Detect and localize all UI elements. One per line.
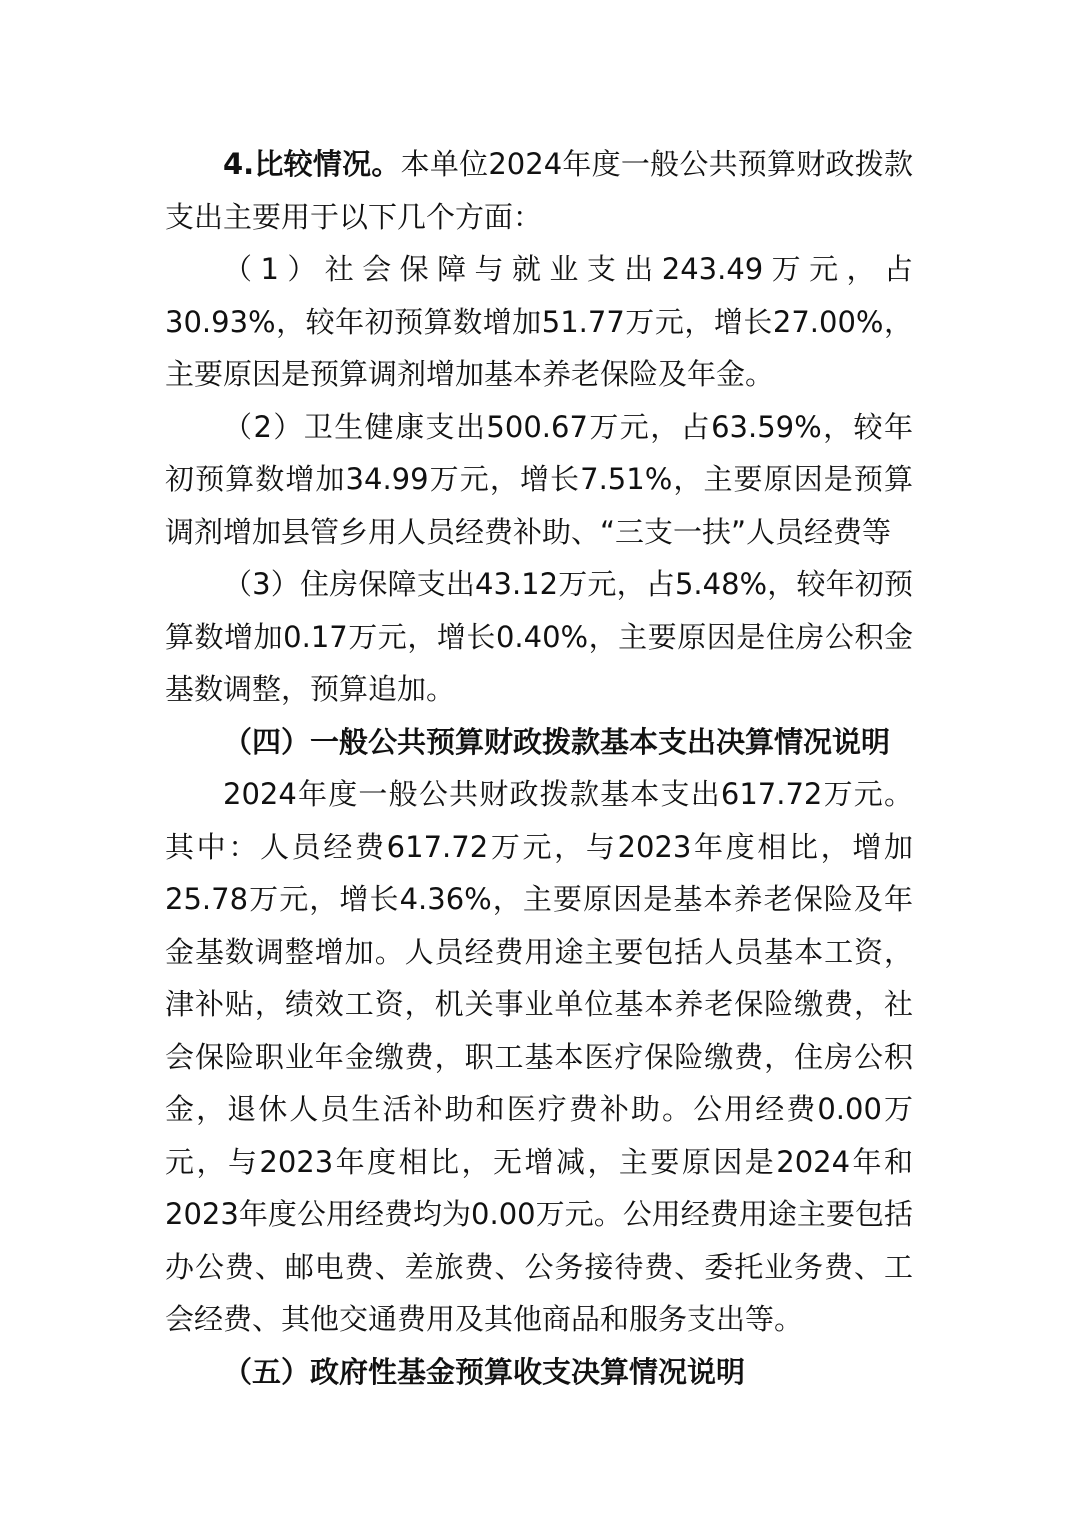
item-health: （2）卫生健康支出500.67万元，占63.59%，较年初预算数增加34.99万元，增长7.51%，主要原因是预算调剂增加县管乡用人员经费补助、“三支一扶”人员经费等	[165, 409, 913, 549]
comparison-lead: 4.比较情况。	[223, 147, 401, 181]
heading-government-fund: （五）政府性基金预算收支决算情况说明	[223, 1354, 746, 1389]
heading-basic-expense: （四）一般公共预算财政拨款基本支出决算情况说明	[223, 724, 891, 759]
comparison-paragraph	[165, 138, 913, 243]
item-social-security: （1）社会保障与就业支出243.49万元，占30.93%，较年初预算数增加51.77万元，增长27.00%，主要原因是预算调剂增加基本养老保险及年金。	[165, 252, 913, 391]
item-housing: （3）住房保障支出43.12万元，占5.48%，较年初预算数增加0.17万元，增长0.40%，主要原因是住房公积金基数调整，预算追加。	[165, 567, 913, 706]
basic-expense-paragraph: 2024年度一般公共财政拨款基本支出617.72万元。其中：人员经费617.72万元，与2023年度相比，增加25.78万元，增长4.36%，主要原因是基本养老保险及年金基数调整增加。人员经费用途主要包括人员基本工资，津补贴，绩效工资，机关事业单位基本养老保险缴费，社会保险职业年金缴费，职工基本医疗保险缴费，住房公积金，退休人员生活补助和医疗费补助。公用经费0.00万元，与2023年度相比，无增减，主要原因是2024年和2023年度公用经费均为0.00万元。公用经费用途主要包括办公费、邮电费、差旅费、公务接待费、委托业务费、工会经费、其他交通费用及其他商品和服务支出等。	[165, 777, 913, 1336]
comparison-text: 本单位2024年度一般公共预算财政拨款支出主要用于以下几个方面：	[165, 147, 913, 234]
document-page	[165, 138, 913, 1398]
